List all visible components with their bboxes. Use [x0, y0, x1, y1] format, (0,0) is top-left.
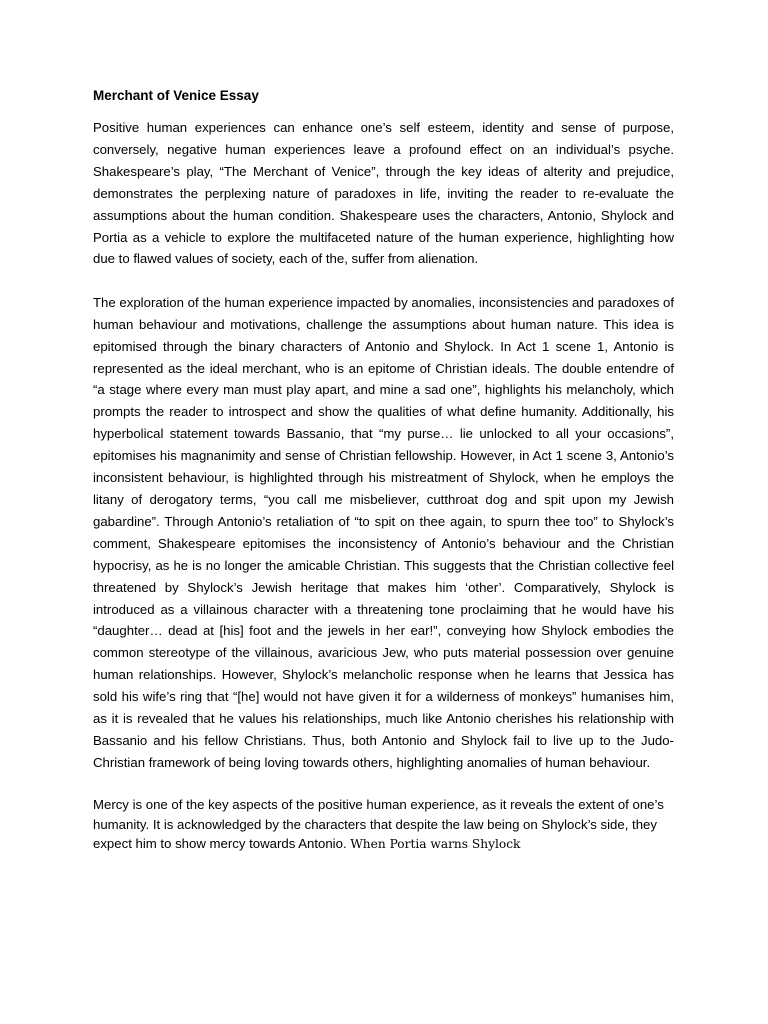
paragraph-body-1: The exploration of the human experience impacted by anomalies, inconsistencies and paradoxes of human behaviour and motivations, challenge the assumptions about human nature. This idea is epitomised through the binary characters of Antonio and Shylock. In Act 1 scene 1, Antonio is represented as the ideal merchant, who is an epitome of Christian ideals. The double entendre of “a stage where every man must play apart, and mine a sad one”, highlights his melancholy, which prompts the reader to introspect and show the qualities of what define humanity. Additionally, his hyperbolical statement towards Bassanio, that “my purse… lie unlocked to all your occasions”, epitomises his magnanimity and sense of Christian fellowship. However, in Act 1 scene 3, Antonio’s inconsistent behaviour, is highlighted through his mistreatment of Shylock, when he employs the litany of derogatory terms, “you call me misbeliever, cutthroat dog and spit upon my Jewish gabardine”. Through Antonio’s retaliation of “to spit on thee again, to spurn thee too” to Shylock’s comment, Shakespeare epitomises the inconsistency of Antonio’s behaviour and the Christian hypocrisy, as he is no longer the amicable Christian. This suggests that the Christian collective feel threatened by Shylock’s Jewish heritage that makes him ‘other’. Comparatively, Shylock is introduced as a villainous character with a threatening tone proclaiming that he would have his “daughter… dead at [his] foot and the jewels in her ear!”, conveying how Shylock embodies the common stereotype of the villainous, avaricious Jew, who puts material possession over genuine human relationships. However, Shylock’s melancholic response when he learns that Jessica has sold his wife’s ring that “[he] would not have given it for a wilderness of monkeys” humanises him, as it is revealed that he values his relationships, much like Antonio cherishes his relationship with Bassanio and his fellow Christians. Thus, both Antonio and Shylock fail to live up to the Judo-Christian framework of being loving towards others, highlighting anomalies of human behaviour. — [93, 294, 674, 770]
paragraph-body-2 — [93, 795, 674, 855]
document-page — [93, 87, 674, 876]
paragraph-body-2-text: Mercy is one of the key aspects of the positive human experience, as it reveals the extent of one’s humanity. It is acknowledged by the characters that despite the law being on Shylock’s side, they expect him to show mercy towards Antonio. — [93, 797, 664, 852]
paragraph-body-2-tail: When Portia warns Shylock — [350, 837, 521, 852]
paragraph-introduction: Positive human experiences can enhance one’s self esteem, identity and sense of purpose, conversely, negative human experiences leave a profound effect on an individual’s psyche. Shakespeare’s play, “The Merchant of Venice”, through the key ideas of alterity and prejudice, demonstrates the perplexing nature of paradoxes in life, inviting the reader to re-evaluate the assumptions about the human condition. Shakespeare uses the characters, Antonio, Shylock and Portia as a vehicle to explore the multifaceted nature of the human experience, highlighting how due to flawed values of society, each of the, suffer from alienation. — [93, 120, 674, 267]
document-title: Merchant of Venice Essay — [93, 88, 259, 103]
